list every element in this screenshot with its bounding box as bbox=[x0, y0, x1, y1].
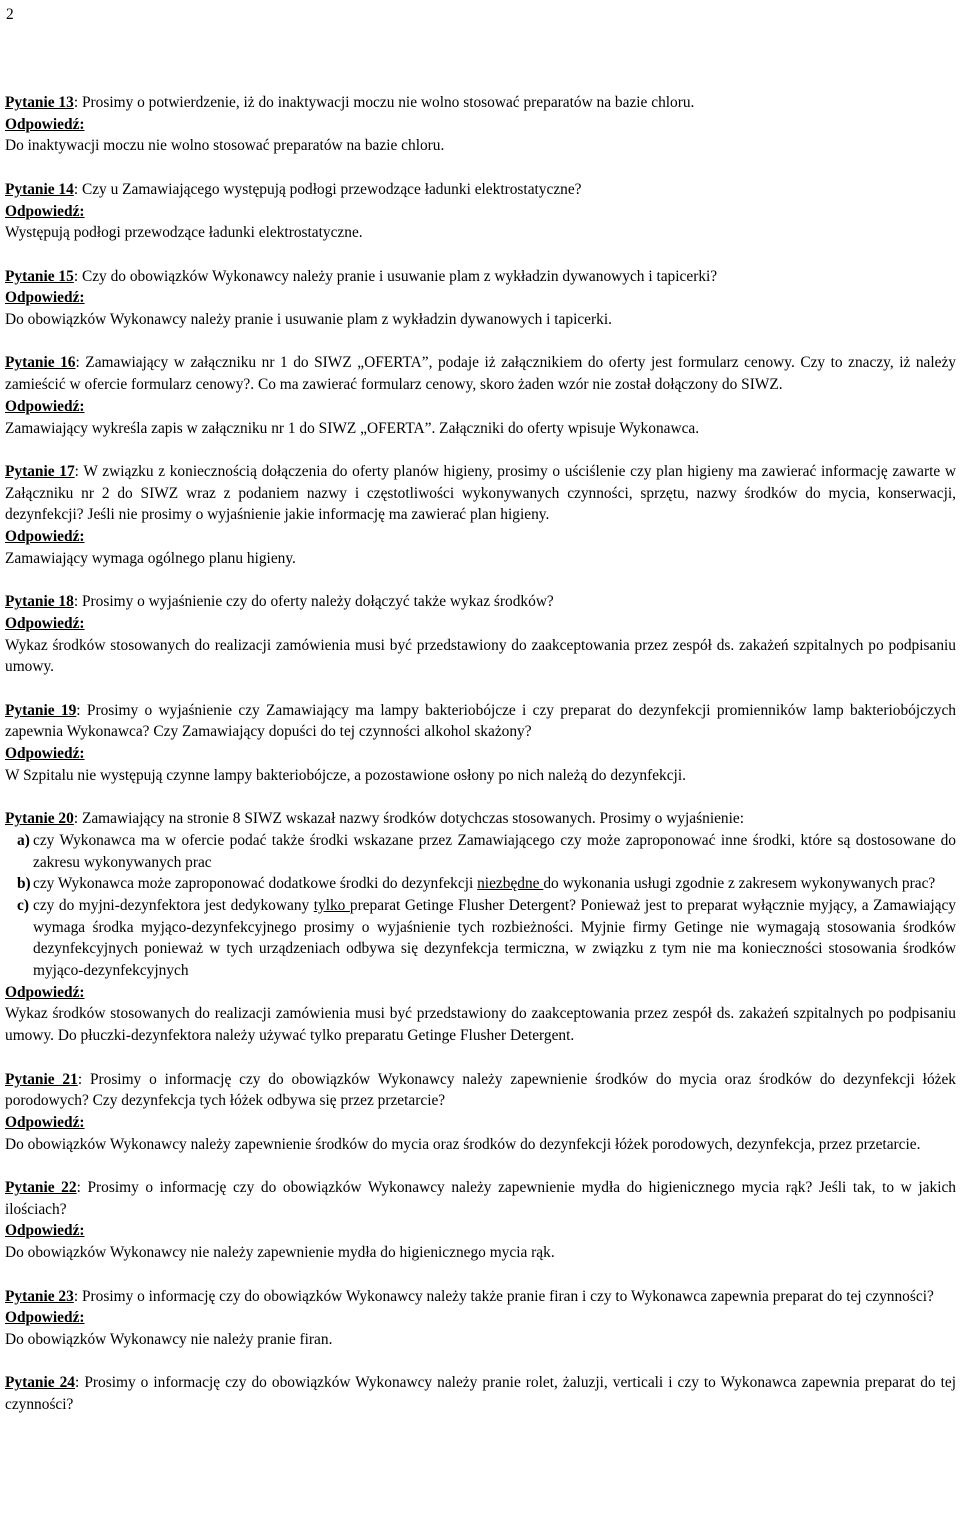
question-20: Pytanie 20: Zamawiający na stronie 8 SIWZ wskazał nazwy środków dotychczas stosowanych. Prosimy o wyjaśnienie: bbox=[5, 810, 745, 828]
question-14-text: Czy u Zamawiającego występują podłogi przewodzące ładunki elektrostatyczne? bbox=[81, 180, 582, 198]
question-16-text: Zamawiający w załączniku nr 1 do SIWZ „OFERTA”, podaje iż załącznikiem do oferty jest formularz cenowy. Czy to znaczy, iż należy zamieścić w ofercie formularz cenowy?. Co ma zawierać formularz cenowy, skoro żaden wzór nie został dołączony do SIWZ. bbox=[5, 354, 956, 394]
answer-16-text: Zamawiający wykreśla zapis w załączniku nr 1 do SIWZ „OFERTA”. Załączniki do oferty wpisuje Wykonawca. bbox=[5, 419, 700, 437]
question-16-label: Pytanie 16 bbox=[5, 354, 76, 372]
question-23-label: Pytanie 23 bbox=[5, 1287, 74, 1305]
question-17: Pytanie 17: W związku z koniecznością dołączenia do oferty planów higieny, prosimy o uściślenie czy plan higieny ma zawierać informację zawarte w Załączniku nr 2 do SIWZ wraz z podaniem nazwy i częstotliwości wykonywanych czynności, sprzętu, nazwy środków do mycia, konserwacji, dezynfekcji? Jeśli nie prosimy o wyjaśnienie jakie informację ma zawierać plan higieny. bbox=[5, 462, 956, 524]
qa-24 bbox=[5, 1372, 956, 1415]
question-22-text: Prosimy o informację czy do obowiązków Wykonawcy należy zapewnienie mydła do higienicznego mycia rąk? Jeśli tak, to w jakich ilościach? bbox=[5, 1179, 957, 1218]
question-24-text: Prosimy o informację czy do obowiązków Wykonawcy należy pranie rolet, żaluzji, verticali i czy to Wykonawca zapewnia preparat do tej czynności? bbox=[5, 1374, 957, 1414]
qa-22 bbox=[5, 1177, 956, 1264]
question-18-label: Pytanie 18 bbox=[5, 593, 74, 611]
question-20-item-a bbox=[17, 830, 956, 873]
question-14: Pytanie 14: Czy u Zamawiającego występują podłogi przewodzące ładunki elektrostatyczne? bbox=[5, 180, 582, 198]
qa-15 bbox=[5, 266, 956, 331]
question-18-text: Prosimy o wyjaśnienie czy do oferty należy dołączyć także wykaz środków? bbox=[81, 593, 554, 611]
question-15: Pytanie 15: Czy do obowiązków Wykonawcy należy pranie i usuwanie plam z wykładzin dywanowych i tapicerki? bbox=[5, 267, 718, 285]
page-number: 2 bbox=[6, 6, 14, 23]
question-21-text: Prosimy o informację czy do obowiązków Wykonawcy należy zapewnienie środków do mycia oraz środków do dezynfekcji łóżek porodowych? Czy dezynfekcja tych łóżek odbywa się przez przetarcie? bbox=[5, 1070, 956, 1110]
answer-21-text: Do obowiązków Wykonawcy należy zapewnienie środków do mycia oraz środków do dezynfekcji łóżek porodowych, dezynfekcja, przez przetarcie. bbox=[5, 1135, 921, 1153]
answer-14-text: Występują podłogi przewodzące ładunki elektrostatyczne. bbox=[5, 224, 363, 242]
item-b-text-start: czy Wykonawca może zaproponować dodatkowe środki do dezynfekcji bbox=[33, 875, 478, 893]
document-body bbox=[5, 92, 956, 1437]
answer-13-label: Odpowiedź: bbox=[5, 115, 85, 133]
question-17-label: Pytanie 17 bbox=[5, 462, 75, 480]
question-21-label: Pytanie 21 bbox=[5, 1070, 78, 1088]
answer-19-text: W Szpitalu nie występują czynne lampy bakteriobójcze, a pozostawione osłony po nich należą do dezynfekcji. bbox=[5, 766, 686, 784]
question-20-item-b bbox=[17, 873, 956, 895]
question-23: Pytanie 23: Prosimy o informację czy do obowiązków Wykonawcy należy także pranie firan i czy to Wykonawca zapewnia preparat do tej czynności? bbox=[5, 1287, 934, 1305]
question-20-item-c bbox=[17, 895, 956, 982]
qa-21 bbox=[5, 1069, 956, 1156]
answer-23-label: Odpowiedź: bbox=[5, 1309, 85, 1327]
answer-15-text: Do obowiązków Wykonawcy należy pranie i usuwanie plam z wykładzin dywanowych i tapicerki. bbox=[5, 311, 612, 328]
qa-23 bbox=[5, 1286, 956, 1351]
question-21: Pytanie 21: Prosimy o informację czy do obowiązków Wykonawcy należy zapewnienie środków do mycia oraz środków do dezynfekcji łóżek porodowych? Czy dezynfekcja tych łóżek odbywa się przez przetarcie? bbox=[5, 1070, 956, 1110]
answer-18-text: Wykaz środków stosowanych do realizacji zamówienia musi być przedstawiony do zaakceptowania przez zespół ds. zakażeń szpitalnych po podpisaniu umowy. bbox=[5, 636, 956, 676]
question-13-label: Pytanie 13 bbox=[5, 94, 74, 111]
qa-20 bbox=[5, 808, 956, 1047]
question-15-text: Czy do obowiązków Wykonawcy należy pranie i usuwanie plam z wykładzin dywanowych i tapicerki? bbox=[81, 267, 718, 285]
item-c-text-start: czy do myjni-dezynfektora jest dedykowany bbox=[33, 896, 314, 914]
item-c-underlined-word: tylko bbox=[313, 896, 350, 914]
item-c-text-end: preparat Getinge Flusher Detergent? Ponieważ jest to preparat wyłącznie myjący, a Zamawiający wymaga środka myjąco-dezynfekcyjnego prosimy o wyjaśnienie tych rozbieżności. Myjnie firmy Getinge nie wymagają stosowania środków dezynfekcyjnych ponieważ w tych urządzeniach odbywa się dezynfekcja termiczna, w związku z tym nie ma konieczności stosowania środków myjąco-dezynfekcyjnych bbox=[33, 896, 956, 980]
question-24-label: Pytanie 24 bbox=[5, 1374, 76, 1392]
answer-18-label: Odpowiedź: bbox=[5, 614, 85, 632]
question-17-text: W związku z koniecznością dołączenia do oferty planów higieny, prosimy o uściślenie czy plan higieny ma zawierać informację zawarte w Załączniku nr 2 do SIWZ wraz z podaniem nazwy i częstotliwości wykonywanych czynności, sprzętu, nazwy środków do mycia, konserwacji, dezynfekcji? Jeśli nie prosimy o wyjaśnienie jakie informację ma zawierać plan higieny. bbox=[5, 462, 956, 524]
item-c-marker: c) bbox=[17, 896, 29, 914]
item-b-text-end: do wykonania usługi zgodnie z zakresem wykonywanych prac? bbox=[543, 875, 936, 893]
answer-20-label: Odpowiedź: bbox=[5, 983, 85, 1001]
question-19-text: Prosimy o wyjaśnienie czy Zamawiający ma lampy bakteriobójcze i czy preparat do dezynfekcji promienników lamp bakteriobójczych zapewnia Wykonawca? Czy Zamawiający dopuści do tej czynności alkohol skażony? bbox=[5, 701, 956, 741]
question-20-sublist bbox=[5, 830, 956, 982]
item-a-text: czy Wykonawca ma w ofercie podać także środki wskazane przez Zamawiającego czy może zaproponować inne środki, które są dostosowane do zakresu wykonywanych prac bbox=[33, 831, 956, 871]
question-20-text: Zamawiający na stronie 8 SIWZ wskazał nazwy środków dotychczas stosowanych. Prosimy o wyjaśnienie: bbox=[81, 810, 745, 828]
qa-17 bbox=[5, 461, 956, 570]
answer-22-text: Do obowiązków Wykonawcy nie należy zapewnienie mydła do higienicznego mycia rąk. bbox=[5, 1244, 555, 1262]
qa-13 bbox=[5, 92, 956, 157]
question-19: Pytanie 19: Prosimy o wyjaśnienie czy Zamawiający ma lampy bakteriobójcze i czy preparat do dezynfekcji promienników lamp bakteriobójczych zapewnia Wykonawca? Czy Zamawiający dopuści do tej czynności alkohol skażony? bbox=[5, 701, 956, 741]
question-24: Pytanie 24: Prosimy o informację czy do obowiązków Wykonawcy należy pranie rolet, żaluzji, verticali i czy to Wykonawca zapewnia preparat do tej czynności? bbox=[5, 1374, 957, 1414]
question-14-label: Pytanie 14 bbox=[5, 180, 74, 198]
answer-15-label: Odpowiedź: bbox=[5, 289, 85, 307]
answer-20-text: Wykaz środków stosowanych do realizacji zamówienia musi być przedstawiony do zaakceptowania przez zespół ds. zakażeń szpitalnych po podpisaniu umowy. Do płuczki-dezynfektora należy używać tylko preparatu Getinge Flusher Detergent. bbox=[5, 1005, 956, 1045]
answer-17-text: Zamawiający wymaga ogólnego planu higieny. bbox=[5, 549, 296, 567]
item-b-underlined-word: niezbędne bbox=[477, 875, 544, 893]
question-23-text: Prosimy o informację czy do obowiązków Wykonawcy należy także pranie firan i czy to Wykonawca zapewnia preparat do tej czynności? bbox=[81, 1287, 934, 1305]
answer-23-text: Do obowiązków Wykonawcy nie należy pranie firan. bbox=[5, 1330, 333, 1348]
question-18: Pytanie 18: Prosimy o wyjaśnienie czy do oferty należy dołączyć także wykaz środków? bbox=[5, 593, 554, 611]
question-15-label: Pytanie 15 bbox=[5, 267, 74, 285]
item-a-marker: a) bbox=[17, 831, 30, 849]
answer-16-label: Odpowiedź: bbox=[5, 397, 85, 415]
answer-17-label: Odpowiedź: bbox=[5, 528, 85, 545]
question-22-label: Pytanie 22 bbox=[5, 1179, 77, 1197]
item-b-marker: b) bbox=[17, 875, 31, 893]
question-13: Pytanie 13: Prosimy o potwierdzenie, iż do inaktywacji moczu nie wolno stosować preparatów na bazie chloru. bbox=[5, 94, 695, 111]
answer-19-label: Odpowiedź: bbox=[5, 745, 85, 762]
answer-14-label: Odpowiedź: bbox=[5, 202, 85, 220]
qa-14 bbox=[5, 179, 956, 244]
qa-19 bbox=[5, 700, 956, 787]
question-19-label: Pytanie 19 bbox=[5, 701, 77, 719]
question-13-text: Prosimy o potwierdzenie, iż do inaktywacji moczu nie wolno stosować preparatów na bazie chloru. bbox=[81, 94, 695, 111]
qa-16 bbox=[5, 352, 956, 439]
qa-18 bbox=[5, 591, 956, 678]
answer-22-label: Odpowiedź: bbox=[5, 1222, 85, 1240]
answer-13-text: Do inaktywacji moczu nie wolno stosować preparatów na bazie chloru. bbox=[5, 137, 445, 155]
answer-21-label: Odpowiedź: bbox=[5, 1113, 85, 1131]
question-16: Pytanie 16: Zamawiający w załączniku nr 1 do SIWZ „OFERTA”, podaje iż załącznikiem do oferty jest formularz cenowy. Czy to znaczy, iż należy zamieścić w ofercie formularz cenowy?. Co ma zawierać formularz cenowy, skoro żaden wzór nie został dołączony do SIWZ. bbox=[5, 354, 956, 394]
question-22: Pytanie 22: Prosimy o informację czy do obowiązków Wykonawcy należy zapewnienie mydła do higienicznego mycia rąk? Jeśli tak, to w jakich ilościach? bbox=[5, 1179, 957, 1218]
question-20-label: Pytanie 20 bbox=[5, 810, 74, 828]
